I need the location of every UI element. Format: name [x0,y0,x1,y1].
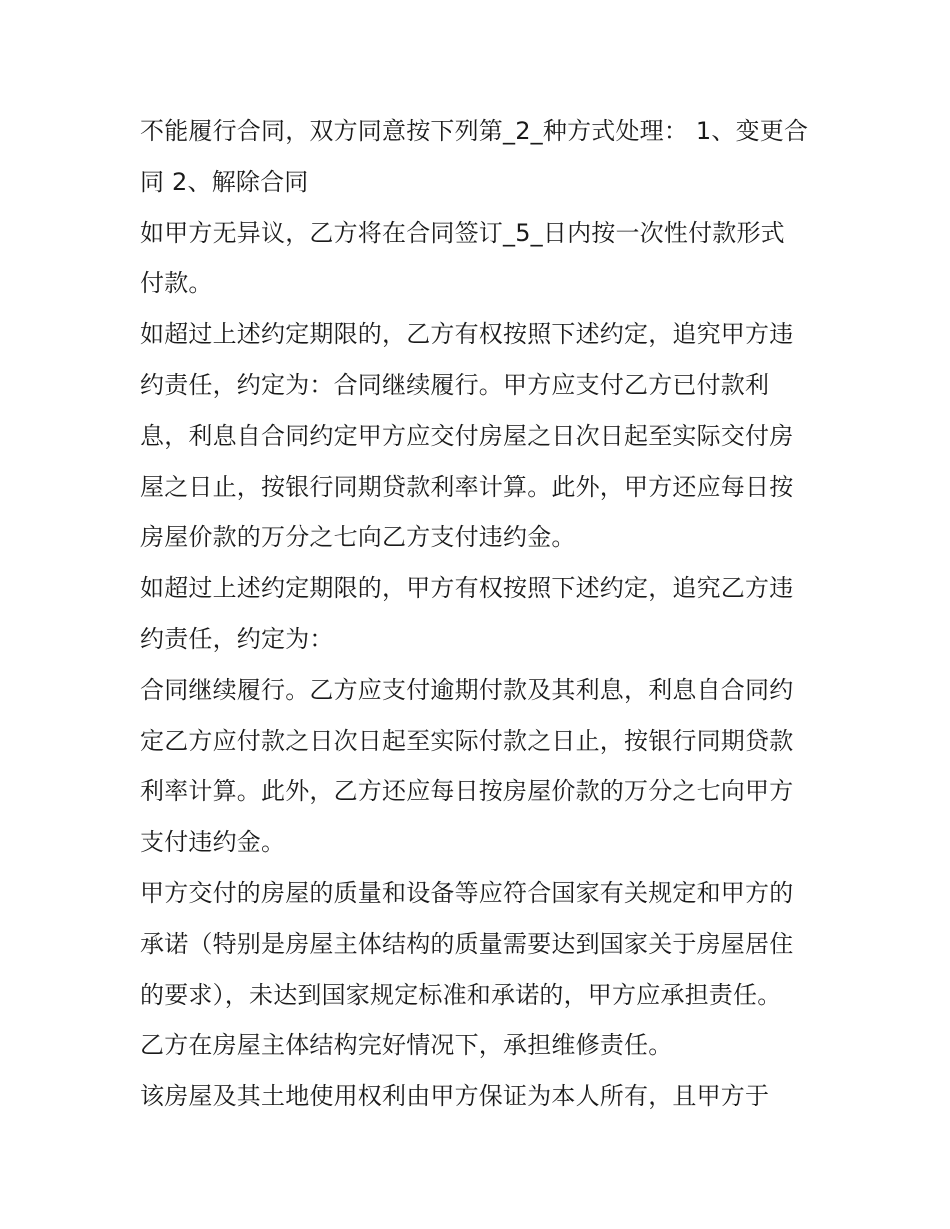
text-line: 合同继续履行。乙方应支付逾期付款及其利息，利息自合同约 [140,675,794,704]
text-line: 同 2、解除合同 [140,167,309,196]
text-line: 房屋价款的万分之七向乙方支付违约金。 [140,523,576,552]
paragraph-ownership [140,1071,820,1122]
paragraph-buyer-liability-intro [140,563,820,665]
text-line: 的要求），未达到国家规定标准和承诺的，甲方应承担责任。 [140,980,782,1009]
text-line: 如超过上述约定期限的，甲方有权按照下述约定，追究乙方违 [140,574,794,603]
text-line: 该房屋及其土地使用权利由甲方保证为本人所有，且甲方于 [140,1082,770,1111]
text-line: 承诺（特别是房屋主体结构的质量需要达到国家关于房屋居住 [140,929,794,958]
text-line: 乙方在房屋主体结构完好情况下，承担维修责任。 [140,1031,673,1060]
paragraph-maintenance [140,1020,820,1071]
text-line: 息，利息自合同约定甲方应交付房屋之日次日起至实际交付房 [140,421,794,450]
text-line: 甲方交付的房屋的质量和设备等应符合国家有关规定和甲方的 [140,878,794,907]
paragraph-payment-terms [140,208,820,310]
text-line: 如甲方无异议，乙方将在合同签订_5_日内按一次性付款形式 [140,218,785,247]
document-body [140,106,820,1122]
paragraph-quality-warranty [140,868,820,1020]
text-line: 如超过上述约定期限的，乙方有权按照下述约定，追究甲方违 [140,320,794,349]
paragraph-buyer-liability-terms [140,665,820,868]
text-line: 约责任，约定为： [140,624,334,653]
text-line: 支付违约金。 [140,828,286,857]
text-line: 不能履行合同，双方同意按下列第_2_种方式处理： 1、变更合 [140,117,809,145]
text-line: 定乙方应付款之日次日起至实际付款之日止，按银行同期贷款 [140,726,794,755]
paragraph-breach-options [140,106,820,208]
paragraph-seller-liability [140,309,820,563]
text-line: 利率计算。此外，乙方还应每日按房屋价款的万分之七向甲方 [140,777,794,806]
text-line: 约责任，约定为：合同继续履行。甲方应支付乙方已付款利 [140,370,770,399]
text-line: 屋之日止，按银行同期贷款利率计算。此外，甲方还应每日按 [140,472,794,501]
text-line: 付款。 [140,269,213,298]
